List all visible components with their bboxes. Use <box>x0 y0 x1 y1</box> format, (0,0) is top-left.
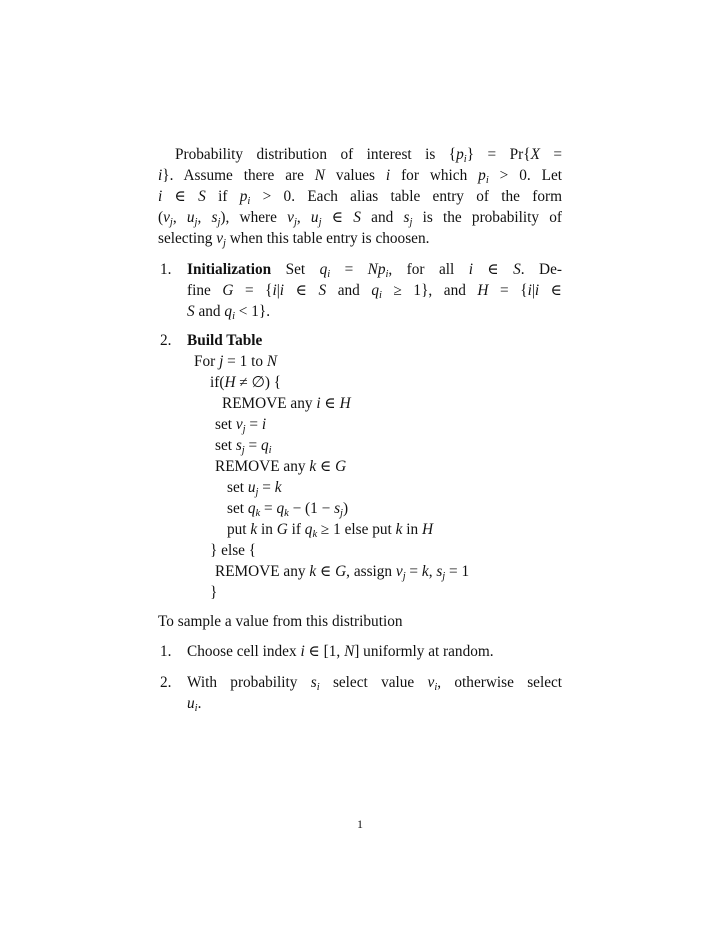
algo-line-remove-i: REMOVE any i ∈ H <box>222 395 351 412</box>
algo-line-close: } <box>210 584 218 601</box>
step-1-number: 1. <box>160 261 172 278</box>
algo-line-set-q: set $q_k = q_k - (1 - s_j)$ <box>227 500 349 519</box>
algo-line-put-k: put k in G if $q_k \ge 1$ else put k in H <box>227 521 434 540</box>
page-number: 1 <box>357 817 363 831</box>
intro-line-3: i ∈ S if $p_i > 0$. Each alias table entry of the form <box>158 188 562 207</box>
step-2-number: 2. <box>160 332 172 349</box>
sample-intro: To sample a value from this distribution <box>158 613 403 630</box>
algo-line-set-u: set $u_j = k$ <box>227 479 282 498</box>
step-1-heading: Initialization <box>187 261 272 278</box>
algo-line-else: } else { <box>210 542 257 559</box>
algo-line-set-s: set $s_j = q_i$ <box>215 437 272 456</box>
algo-line-if: if(H ≠ ∅) { <box>210 374 282 391</box>
step-1-line-1: Initialization Set $q_i = Np_i$, for all i ∈ S. De- <box>187 261 562 280</box>
sample-step-2-number: 2. <box>160 674 172 691</box>
algo-line-set-v: set $v_j = i$ <box>215 416 267 435</box>
algo-line-for: For j = 1 to N <box>194 353 278 370</box>
intro-line-2: i}. Assume there are N values i for which $p_i > 0$. Let <box>158 167 562 186</box>
step-2-heading: Build Table <box>187 332 263 349</box>
sample-step-1-number: 1. <box>160 643 172 660</box>
sample-step-2-line-2: $u_i$. <box>187 695 202 714</box>
sample-step-2-line-1: With probability $s_i$ select value $v_i$, otherwise select <box>187 674 563 693</box>
intro-line-5: selecting $v_j$ when this table entry is choosen. <box>158 230 430 249</box>
step-1-line-2: fine G = {i|i ∈ S and $q_i \ge 1$}, and H = {i|i ∈ <box>187 282 562 301</box>
algo-line-remove-k: REMOVE any k ∈ G <box>215 458 347 475</box>
intro-line-1: Probability distribution of interest is $\{p_i\} = Pr\{X$ = <box>175 146 563 165</box>
sample-step-1-text: Choose cell index i ∈ [1, N] uniformly at random. <box>187 643 494 660</box>
algo-line-remove-assign: REMOVE any k ∈ G, assign $v_j = k$, $s_j = 1$ <box>215 563 470 582</box>
step-1-line-3: S and $q_i < 1$}. <box>187 303 271 322</box>
intro-line-4: ($v_j$, $u_j$, $s_j$), where $v_j$, $u_j$ ∈ S and $s_j$ is the probability of <box>158 209 563 228</box>
